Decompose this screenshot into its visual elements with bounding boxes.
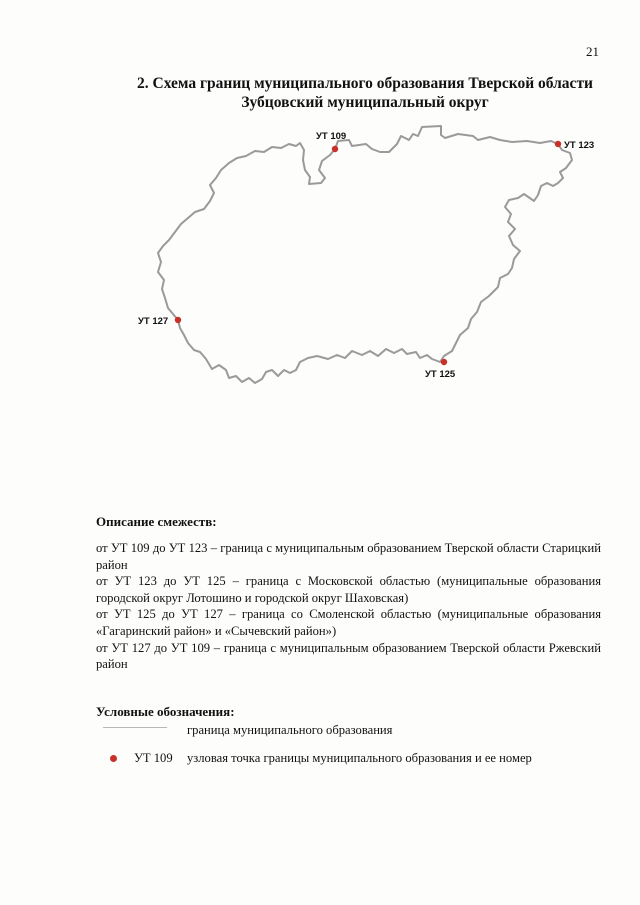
adjacency-item: от УТ 109 до УТ 123 – граница с муниципальным образованием Тверской области Старицкий район (96, 541, 601, 572)
title-line-1: 2. Схема границ муниципального образования Тверской области (137, 75, 593, 92)
adjacency-item: от УТ 127 до УТ 109 – граница с муниципальным образованием Тверской области Ржевский район (96, 640, 601, 672)
boundary-map (130, 120, 600, 400)
ut109-label: УТ 109 (316, 131, 347, 142)
adjacency-item: от УТ 123 до УТ 125 – граница с Московской областью (муниципальные образования городской округ Лотошино и городской округ Шаховская) (96, 574, 601, 605)
ut127-label: УТ 127 (138, 316, 169, 327)
legend-point-code: УТ 109 (134, 751, 173, 765)
ut127-point (175, 317, 181, 323)
ut123-label: УТ 123 (564, 140, 595, 151)
page-title (0, 74, 640, 112)
title-line-2: Зубцовский муниципальный округ (241, 94, 489, 111)
ut123-point (555, 141, 561, 147)
ut125-point (441, 359, 447, 365)
ut109-point (332, 146, 338, 152)
municipal-boundary-line (158, 126, 572, 383)
page-number: 21 (586, 44, 599, 59)
legend-heading: Условные обозначения: (96, 704, 235, 719)
adjacency-item: от УТ 125 до УТ 127 – граница со Смоленской областью (муниципальные образования «Гагаринский район» и «Сычевский район») (96, 607, 601, 638)
legend-border-symbol (103, 727, 167, 728)
ut125-label: УТ 125 (425, 369, 456, 380)
legend-point-text: узловая точка границы муниципального образования и ее номер (187, 751, 532, 765)
adjacency-heading: Описание смежеств: (96, 514, 217, 529)
adjacency-list (96, 540, 601, 673)
legend-border-text: граница муниципального образования (187, 723, 393, 737)
legend-point-symbol (110, 755, 117, 762)
